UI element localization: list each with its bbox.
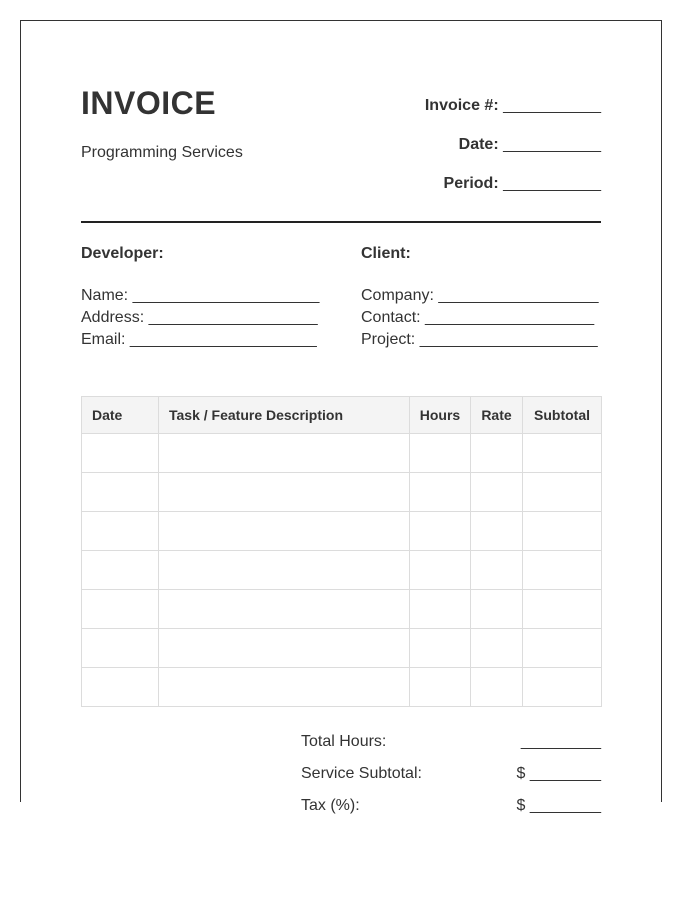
table-row bbox=[82, 668, 602, 707]
table-cell[interactable] bbox=[410, 512, 471, 551]
invoice-period-field[interactable] bbox=[301, 175, 601, 214]
table-cell[interactable] bbox=[82, 434, 159, 473]
developer-name-field[interactable] bbox=[81, 285, 341, 307]
client-contact-label: Contact: bbox=[361, 309, 421, 326]
developer-name-blank[interactable]: _____________________ bbox=[132, 287, 320, 304]
service-subtotal-row[interactable] bbox=[301, 763, 601, 795]
header-divider bbox=[81, 221, 601, 223]
table-cell[interactable] bbox=[410, 668, 471, 707]
invoice-date-blank[interactable]: ___________ bbox=[503, 136, 601, 153]
table-cell[interactable] bbox=[523, 512, 602, 551]
table-cell[interactable] bbox=[410, 590, 471, 629]
table-header-row bbox=[82, 397, 602, 434]
table-cell[interactable] bbox=[410, 473, 471, 512]
tax-row[interactable] bbox=[301, 795, 601, 827]
table-cell[interactable] bbox=[471, 434, 523, 473]
total-hours-row[interactable] bbox=[301, 731, 601, 763]
table-cell[interactable] bbox=[410, 551, 471, 590]
client-heading: Client: bbox=[361, 245, 411, 262]
table-cell[interactable] bbox=[159, 434, 410, 473]
line-items-table bbox=[81, 396, 602, 707]
invoice-number-blank[interactable]: ___________ bbox=[503, 97, 601, 114]
table-cell[interactable] bbox=[523, 629, 602, 668]
totals-section bbox=[301, 731, 601, 827]
total-hours-blank[interactable]: _________ bbox=[520, 733, 601, 750]
client-project-field[interactable] bbox=[361, 329, 621, 351]
client-company-field[interactable] bbox=[361, 285, 621, 307]
client-company-blank[interactable]: __________________ bbox=[438, 287, 599, 304]
table-row bbox=[82, 551, 602, 590]
table-row bbox=[82, 629, 602, 668]
table-cell[interactable] bbox=[471, 590, 523, 629]
table-cell[interactable] bbox=[410, 434, 471, 473]
table-cell[interactable] bbox=[523, 434, 602, 473]
table-row bbox=[82, 512, 602, 551]
table-cell[interactable] bbox=[159, 668, 410, 707]
table-cell[interactable] bbox=[159, 551, 410, 590]
invoice-number-field[interactable] bbox=[301, 97, 601, 136]
invoice-number-label: Invoice #: bbox=[424, 97, 499, 114]
table-cell[interactable] bbox=[471, 551, 523, 590]
total-hours-label: Total Hours: bbox=[301, 733, 387, 750]
client-contact-field[interactable] bbox=[361, 307, 621, 329]
invoice-date-field[interactable] bbox=[301, 136, 601, 175]
table-row bbox=[82, 590, 602, 629]
developer-heading: Developer: bbox=[81, 245, 164, 262]
table-cell[interactable] bbox=[471, 512, 523, 551]
client-contact-blank[interactable]: ___________________ bbox=[425, 309, 595, 326]
developer-section bbox=[81, 245, 341, 351]
developer-address-field[interactable] bbox=[81, 307, 341, 329]
table-cell[interactable] bbox=[159, 473, 410, 512]
column-header-description: Task / Feature Description bbox=[159, 397, 410, 434]
column-header-date: Date bbox=[82, 397, 159, 434]
table-cell[interactable] bbox=[82, 512, 159, 551]
table-cell[interactable] bbox=[82, 629, 159, 668]
invoice-period-blank[interactable]: ___________ bbox=[503, 175, 601, 192]
invoice-subtitle: Programming Services bbox=[81, 144, 243, 161]
table-cell[interactable] bbox=[471, 668, 523, 707]
table-cell[interactable] bbox=[523, 551, 602, 590]
table-cell[interactable] bbox=[82, 668, 159, 707]
invoice-date-label: Date: bbox=[458, 136, 499, 153]
table-cell[interactable] bbox=[82, 551, 159, 590]
developer-name-label: Name: bbox=[81, 287, 129, 304]
developer-email-field[interactable] bbox=[81, 329, 341, 351]
column-header-subtotal: Subtotal bbox=[523, 397, 602, 434]
service-subtotal-label: Service Subtotal: bbox=[301, 765, 422, 782]
table-cell[interactable] bbox=[471, 473, 523, 512]
table-row bbox=[82, 434, 602, 473]
table-cell[interactable] bbox=[523, 473, 602, 512]
invoice-meta bbox=[301, 97, 601, 214]
client-company-label: Company: bbox=[361, 287, 434, 304]
client-project-blank[interactable]: ____________________ bbox=[419, 331, 598, 348]
table-cell[interactable] bbox=[410, 629, 471, 668]
tax-label: Tax (%): bbox=[301, 797, 360, 814]
table-row bbox=[82, 473, 602, 512]
client-project-label: Project: bbox=[361, 331, 416, 348]
tax-blank[interactable]: $ ________ bbox=[516, 797, 601, 814]
service-subtotal-blank[interactable]: $ ________ bbox=[516, 765, 601, 782]
client-section bbox=[361, 245, 621, 351]
table-cell[interactable] bbox=[523, 590, 602, 629]
developer-address-label: Address: bbox=[81, 309, 145, 326]
table-cell[interactable] bbox=[82, 590, 159, 629]
invoice-title: INVOICE bbox=[81, 85, 217, 121]
table-cell[interactable] bbox=[523, 668, 602, 707]
table-cell[interactable] bbox=[82, 473, 159, 512]
developer-email-label: Email: bbox=[81, 331, 126, 348]
table-cell[interactable] bbox=[159, 512, 410, 551]
table-cell[interactable] bbox=[471, 629, 523, 668]
table-cell[interactable] bbox=[159, 629, 410, 668]
column-header-rate: Rate bbox=[471, 397, 523, 434]
table-cell[interactable] bbox=[159, 590, 410, 629]
column-header-hours: Hours bbox=[410, 397, 471, 434]
invoice-page bbox=[20, 20, 662, 814]
developer-email-blank[interactable]: _____________________ bbox=[129, 331, 317, 348]
developer-address-blank[interactable]: ___________________ bbox=[148, 309, 318, 326]
invoice-period-label: Period: bbox=[443, 175, 499, 192]
